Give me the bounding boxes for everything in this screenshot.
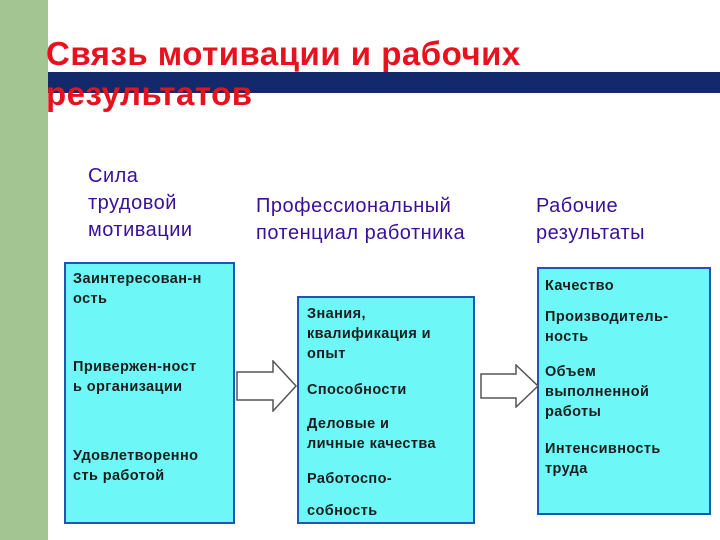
heading-potential (256, 193, 465, 247)
heading-line: Сила (88, 165, 139, 187)
box-item: Удовлетворенно сть работой (73, 448, 199, 484)
box-item: Заинтересован-н ость (73, 271, 202, 307)
box-item: Способности (307, 382, 407, 398)
arrow-right-icon (236, 360, 298, 412)
box-item: Объем выполненной работы (545, 364, 650, 420)
heading-line: Рабочие (536, 195, 619, 217)
box-item: Качество (545, 278, 614, 294)
box-item: Привержен-ност ь организации (73, 359, 197, 395)
slide-title: Связь мотивации и рабочих результатов (46, 35, 521, 112)
heading-line: мотивации (88, 219, 193, 241)
box-item: Интенсивность труда (545, 441, 661, 477)
box-item: Работоспо- (307, 471, 393, 487)
heading-results (536, 193, 645, 247)
potential-factors-box (297, 296, 475, 524)
heading-line: потенциал работника (256, 222, 466, 244)
heading-line: трудовой (88, 192, 177, 214)
heading-line: Профессиональный (256, 195, 452, 217)
box-item: Знания, квалификация и опыт (307, 306, 431, 362)
box-item: Деловые и личные качества (307, 416, 436, 452)
motivation-factors-box (64, 262, 235, 524)
box-item: Производитель- ность (545, 309, 669, 345)
heading-line: результаты (536, 222, 645, 244)
heading-motivation (88, 163, 193, 244)
arrow-right-icon (480, 364, 540, 408)
side-accent-bar (0, 0, 48, 540)
work-results-box (537, 267, 711, 515)
box-item: собность (307, 503, 378, 519)
